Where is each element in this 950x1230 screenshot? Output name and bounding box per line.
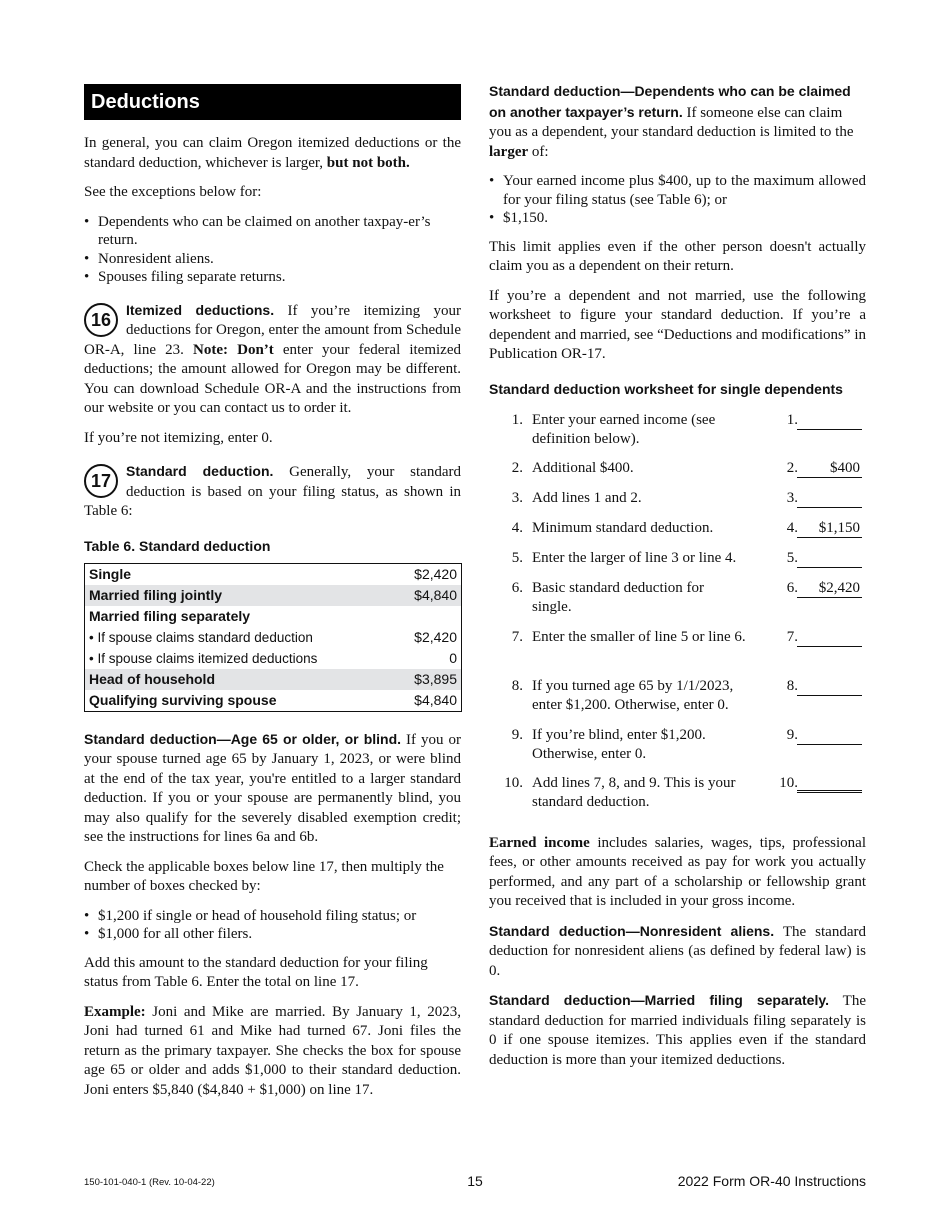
table-row	[85, 585, 462, 606]
worksheet-amount-field[interactable]	[797, 549, 862, 568]
married-separately-text: The standard deduction for married individuals filing separately is 0 if one spouse itemizes. This applies even if the standard deduction is more than your itemized deductions.	[489, 993, 866, 1068]
worksheet-line-text: Minimum standard deduction.	[532, 519, 714, 536]
worksheet-line-number: 9.	[511, 726, 523, 743]
row-label: • If spouse claims standard deduction	[89, 629, 313, 645]
worksheet-line-number: 4.	[511, 519, 523, 536]
worksheet-line-text: If you’re blind, enter $1,200. Otherwise, enter 0.	[532, 726, 706, 762]
line-16-note: Note: Don’t	[193, 341, 274, 358]
table-row	[85, 563, 462, 585]
example-paragraph	[84, 1003, 461, 1101]
list-item: • Your earned income plus $400, up to the maximum allowed for your filing status (see Table 6); or	[489, 172, 866, 209]
worksheet-line-number: 6.	[511, 579, 523, 596]
worksheet-line-number: 2.	[511, 459, 523, 476]
worksheet-amount-field[interactable]	[797, 411, 862, 430]
worksheet-line-text: Basic standard deduction for single.	[532, 579, 705, 615]
worksheet-amount-field[interactable]: $2,420	[797, 579, 862, 598]
earned-income-text: includes salaries, wages, tips, professional fees, or other amounts received as pay for work you actually performed, and any part of a scholarship or fellowship grant you received that is included in your gross income.	[489, 834, 866, 909]
line-16-paragraph	[84, 301, 461, 419]
worksheet-line-label: 6.	[786, 579, 798, 596]
worksheet-line-label: 2.	[786, 459, 798, 476]
worksheet-amount-field[interactable]: $400	[797, 459, 862, 478]
worksheet-line-number: 8.	[511, 677, 523, 694]
amounts-list	[84, 907, 461, 944]
worksheet-line-label: 9.	[786, 726, 798, 743]
table-row	[85, 606, 462, 627]
row-label: Qualifying surviving spouse	[89, 691, 277, 708]
line-16-text: If you’re itemizing your deductions for Oregon, enter the amount from Schedule OR-A, line 23.	[84, 302, 461, 358]
age-65-text: If you or your spouse turned age 65 by January 1, 2023, or were blind at the end of the tax year, you're entitled to a larger standard deduction. If you or your spouse are permanently blind, you may also qualify for the severely disabled exemption credit; see the instructions for lines 6a and 6b.	[84, 731, 461, 845]
row-amount: 0	[449, 649, 457, 666]
worksheet-line	[489, 677, 866, 726]
row-amount: $3,895	[394, 669, 461, 690]
worksheet-line-label: 1.	[786, 411, 798, 428]
worksheet-line-label: 7.	[786, 628, 798, 645]
worksheet-line	[489, 459, 866, 489]
intro-emphasis: but not both.	[326, 154, 410, 171]
line-17-title: Standard deduction.	[126, 463, 274, 479]
worksheet-line-text: Enter the smaller of line 5 or line 6.	[532, 628, 746, 645]
page-number: 15	[467, 1173, 483, 1189]
worksheet-line-label: 3.	[786, 489, 798, 506]
worksheet-line-text: If you turned age 65 by 1/1/2023, enter $1,200. Otherwise, enter 0.	[532, 677, 734, 713]
row-amount: $4,840	[414, 691, 457, 708]
worksheet-line	[489, 726, 866, 774]
worksheet-line-number: 7.	[511, 628, 523, 645]
line-17-text: Generally, your standard deduction is based on your filing status, as shown in Table 6:	[84, 464, 461, 519]
worksheet-line-text: Add lines 1 and 2.	[532, 489, 642, 506]
section-heading-deductions: Deductions	[84, 84, 461, 120]
dependents-title: Standard deduction—Dependents who can be claimed on another taxpayer’s return.	[489, 83, 851, 120]
dependents-text: If someone else can claim you as a dependent, your standard deduction is limited to the	[489, 104, 854, 140]
form-code: 150-101-040-1 (Rev. 10-04-22)	[84, 1177, 215, 1188]
earned-income-paragraph	[489, 834, 866, 912]
list-item: • Dependents who can be claimed on another taxpay-er’s return.	[84, 213, 461, 250]
row-label: Married filing separately	[89, 607, 251, 624]
worksheet-line	[489, 628, 866, 677]
worksheet-amount-field[interactable]	[797, 774, 862, 793]
exceptions-list	[84, 213, 461, 287]
table-6-caption: Table 6. Standard deduction	[84, 537, 271, 554]
worksheet-line-label: 8.	[786, 677, 798, 694]
worksheet-line-label: 4.	[786, 519, 798, 536]
dependents-larger: larger	[489, 143, 529, 160]
worksheet-line	[489, 519, 866, 549]
check-boxes-text: Check the applicable boxes below line 17, then multiply the number of boxes checked by:	[84, 858, 444, 894]
line-17-number-icon: 17	[84, 464, 118, 498]
worksheet-line-number: 3.	[511, 489, 523, 506]
worksheet-amount-field[interactable]	[797, 677, 862, 696]
worksheet-line	[489, 774, 866, 826]
intro-paragraph	[84, 134, 461, 173]
right-column	[489, 82, 866, 1080]
age-65-paragraph	[84, 730, 461, 848]
dependents-paragraph	[489, 82, 866, 162]
list-item: • Spouses filing separate returns.	[84, 268, 461, 287]
line-16-title: Itemized deductions.	[126, 301, 275, 318]
example-label: Example:	[84, 1003, 146, 1020]
worksheet-line	[489, 489, 866, 519]
list-item: • Nonresident aliens.	[84, 250, 461, 269]
standard-deduction-table	[84, 563, 462, 712]
worksheet-intro-text: If you’re a dependent and not married, use the following worksheet to figure your standard deduction. If you’re a dependent and married, see “Deductions and modifications” in Publication OR-17.	[489, 287, 866, 362]
example-text: Joni and Mike are married. By January 1, 2023, Joni had turned 61 and Mike had turned 67. Joni files the return as the primary taxpayer. She checks the box for spouse age 65 or older and adds $1,000 to their standard deduction. Joni enters $5,840 ($4,840 + $1,000) on line 17.	[84, 1003, 461, 1098]
line-16-text-cont: enter your federal itemized deductions; the amount allowed for Oregon may be different. You can download Schedule OR-A and the instructions from our website or you can contact us to order it.	[84, 341, 461, 416]
row-label: Single	[89, 565, 132, 582]
worksheet-line	[489, 579, 866, 628]
table-row	[85, 669, 462, 690]
worksheet-line-text: Enter your earned income (see definition below).	[532, 411, 716, 447]
table-row	[85, 648, 462, 669]
married-separately-paragraph	[489, 991, 866, 1070]
worksheet-title: Standard deduction worksheet for single dependents	[489, 380, 843, 397]
worksheet-line-text: Add lines 7, 8, and 9. This is your standard deduction.	[532, 774, 736, 810]
nonresident-title: Standard deduction—Nonresident aliens.	[489, 922, 775, 939]
page-footer	[84, 1173, 866, 1193]
list-item: • $1,150.	[489, 209, 866, 228]
line-17-paragraph	[84, 462, 461, 522]
worksheet-line-text: Additional $400.	[532, 459, 634, 476]
list-item: • $1,000 for all other filers.	[84, 925, 461, 944]
table-row	[85, 627, 462, 648]
left-column	[84, 82, 461, 1110]
footer-title: 2022 Form OR-40 Instructions	[677, 1173, 866, 1189]
table-row	[85, 690, 462, 712]
worksheet	[489, 411, 866, 826]
earned-income-label: Earned income	[489, 834, 590, 851]
list-item: • $1,200 if single or head of household filing status; or	[84, 907, 461, 926]
row-amount: $2,420	[414, 628, 457, 645]
age-65-title: Standard deduction—Age 65 or older, or blind.	[84, 730, 402, 747]
worksheet-amount-field[interactable]: $1,150	[797, 519, 862, 538]
add-amount-text: Add this amount to the standard deduction for your filing status from Table 6. Enter the total on line 17.	[84, 954, 428, 990]
dependents-text-end: of:	[528, 143, 549, 160]
row-amount	[394, 606, 461, 627]
nonresident-text: The standard deduction for nonresident aliens (as defined by federal law) is 0.	[489, 923, 866, 979]
exceptions-intro: See the exceptions below for:	[84, 184, 262, 200]
row-label: Head of household	[85, 669, 395, 690]
intro-text: In general, you can claim Oregon itemized deductions or the standard deduction, whichever is larger,	[84, 135, 461, 171]
worksheet-line	[489, 549, 866, 579]
worksheet-line-number: 1.	[511, 411, 523, 428]
worksheet-line-text: Enter the larger of line 3 or line 4.	[532, 549, 737, 566]
limits-list	[489, 172, 866, 228]
worksheet-line-number: 10.	[504, 774, 523, 791]
worksheet-amount-field[interactable]	[797, 628, 862, 647]
worksheet-amount-field[interactable]	[797, 726, 862, 745]
row-label: • If spouse claims itemized deductions	[89, 650, 318, 666]
worksheet-line-number: 5.	[511, 549, 523, 566]
line-16-number-icon: 16	[84, 303, 118, 337]
row-amount: $4,840	[394, 585, 461, 606]
not-itemizing-text: If you’re not itemizing, enter 0.	[84, 429, 273, 446]
worksheet-line	[489, 411, 866, 459]
row-label: Married filing jointly	[85, 585, 395, 606]
worksheet-amount-field[interactable]	[797, 489, 862, 508]
worksheet-line-label: 10.	[779, 774, 798, 791]
worksheet-line-label: 5.	[786, 549, 798, 566]
row-amount: $2,420	[414, 565, 457, 582]
married-separately-title: Standard deduction—Married filing separately.	[489, 992, 829, 1008]
nonresident-paragraph	[489, 922, 866, 982]
limit-applies-text: This limit applies even if the other person doesn't actually claim you as a dependent on their return.	[489, 238, 866, 274]
